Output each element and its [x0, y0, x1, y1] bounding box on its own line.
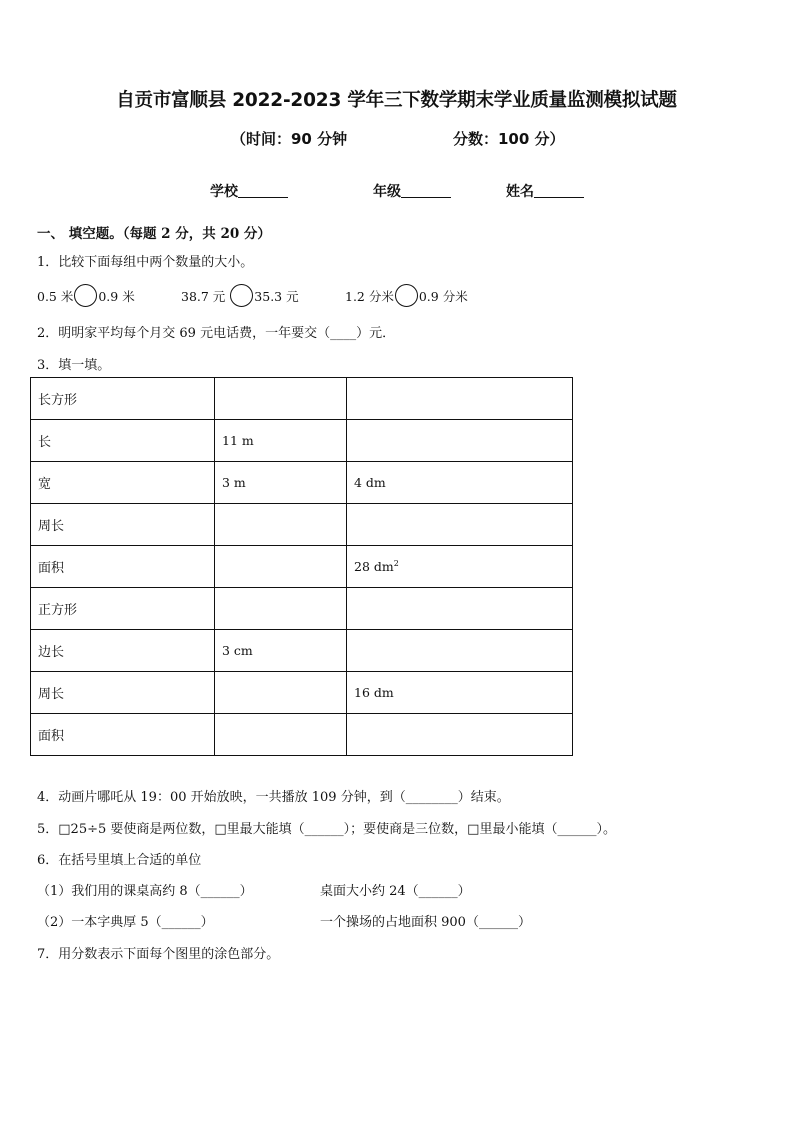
table-row	[31, 588, 573, 630]
table-row-label	[31, 462, 215, 504]
question-6-item: （2）一本字典厚 5（______）	[37, 915, 214, 930]
grade-field[interactable]	[373, 181, 451, 201]
table-cell-text: 28 dm	[354, 559, 394, 575]
table-cell[interactable]	[215, 504, 347, 546]
question-2: 2．明明家平均每个月交 69 元电话费，一年要交（____）元．	[37, 326, 396, 341]
table-row	[31, 546, 573, 588]
table-cell-text: 周长	[38, 519, 65, 534]
exam-score: 分数：100 分）	[453, 130, 565, 148]
table-cell-text: 3 m	[222, 475, 246, 490]
exam-time: （时间：90 分钟	[231, 130, 348, 148]
table-row	[31, 504, 573, 546]
question-7: 7．用分数表示下面每个图里的涂色部分。	[37, 947, 280, 962]
table-row-label	[31, 714, 215, 756]
compare-circle[interactable]	[74, 284, 97, 307]
table-row	[31, 672, 573, 714]
table-cell[interactable]	[215, 672, 347, 714]
table-row-label	[31, 630, 215, 672]
question-3: 3．填一填。	[37, 358, 111, 373]
question-6-item: 桌面大小约 24（______）	[320, 884, 471, 899]
compare-pair-1	[37, 284, 135, 307]
table-cell[interactable]	[215, 546, 347, 588]
compare-left: 1.2 分米	[345, 289, 394, 304]
table-cell-text: 长	[38, 435, 52, 450]
compare-left: 38.7 元	[181, 289, 226, 304]
table-cell[interactable]	[215, 378, 347, 420]
table-cell-text: 边长	[38, 645, 65, 660]
compare-circle[interactable]	[395, 284, 418, 307]
table-row	[31, 420, 573, 462]
table-cell[interactable]	[347, 378, 573, 420]
school-label: 学校	[210, 184, 238, 200]
table-cell-text: 面积	[38, 561, 65, 576]
compare-right: 0.9 米	[98, 289, 135, 304]
question-6-item: 一个操场的占地面积 900（______）	[320, 915, 531, 930]
question-4: 4．动画片哪吒从 19：00 开始放映，一共播放 109 分钟，到（________）结束。	[37, 790, 510, 805]
table-cell-text: 11 m	[222, 433, 254, 448]
table-cell[interactable]	[347, 714, 573, 756]
table-cell-text: 16 dm	[354, 685, 394, 700]
table-cell[interactable]	[347, 504, 573, 546]
table-cell-text: 周长	[38, 687, 65, 702]
compare-right: 0.9 分米	[418, 289, 468, 304]
question-5: 5．□25÷5 要使商是两位数，□里最大能填（______）；要使商是三位数，□里最小能填（______）。	[37, 822, 616, 837]
table-row-label	[31, 378, 215, 420]
table-cell	[347, 672, 573, 714]
compare-left: 0.5 米	[37, 289, 74, 304]
table-cell-text: 长方形	[38, 393, 78, 408]
superscript: 2	[393, 558, 399, 568]
grade-blank[interactable]	[401, 183, 451, 198]
table-cell-text: 宽	[38, 477, 52, 492]
table-row-label	[31, 504, 215, 546]
table-row	[31, 630, 573, 672]
question-1: 1．比较下面每组中两个数量的大小。	[37, 255, 254, 270]
table-cell	[215, 462, 347, 504]
table-cell-text: 面积	[38, 729, 65, 744]
table-cell-text: 3 cm	[222, 643, 253, 658]
table-cell-text: 4 dm	[354, 475, 386, 490]
table-row-label	[31, 588, 215, 630]
school-blank[interactable]	[238, 183, 288, 198]
table-row-label	[31, 420, 215, 462]
school-field[interactable]	[210, 181, 288, 201]
page-title: 自贡市富顺县 2022-2023 学年三下数学期末学业质量监测模拟试题	[116, 90, 677, 111]
fill-table	[30, 377, 573, 756]
table-cell	[347, 546, 573, 588]
name-label: 姓名	[506, 184, 534, 200]
table-cell[interactable]	[347, 630, 573, 672]
table-cell[interactable]	[347, 420, 573, 462]
table-cell	[215, 420, 347, 462]
table-row-label	[31, 546, 215, 588]
table-cell	[347, 462, 573, 504]
name-blank[interactable]	[534, 183, 584, 198]
question-6: 6．在括号里填上合适的单位	[37, 853, 202, 868]
table-cell[interactable]	[215, 588, 347, 630]
table-cell[interactable]	[347, 588, 573, 630]
table-row	[31, 378, 573, 420]
table-row	[31, 714, 573, 756]
compare-pair-2	[181, 284, 299, 307]
table-cell	[215, 630, 347, 672]
table-cell-text: 正方形	[38, 603, 78, 618]
compare-right: 35.3 元	[254, 289, 299, 304]
name-field[interactable]	[506, 181, 584, 201]
table-row-label	[31, 672, 215, 714]
table-cell[interactable]	[215, 714, 347, 756]
compare-pair-3	[345, 284, 468, 307]
grade-label: 年级	[373, 184, 401, 200]
table-row	[31, 462, 573, 504]
question-6-item: （1）我们用的课桌高约 8（______）	[37, 884, 253, 899]
compare-circle[interactable]	[230, 284, 253, 307]
section-heading: 一、 填空题。（每题 2 分，共 20 分）	[37, 226, 271, 242]
